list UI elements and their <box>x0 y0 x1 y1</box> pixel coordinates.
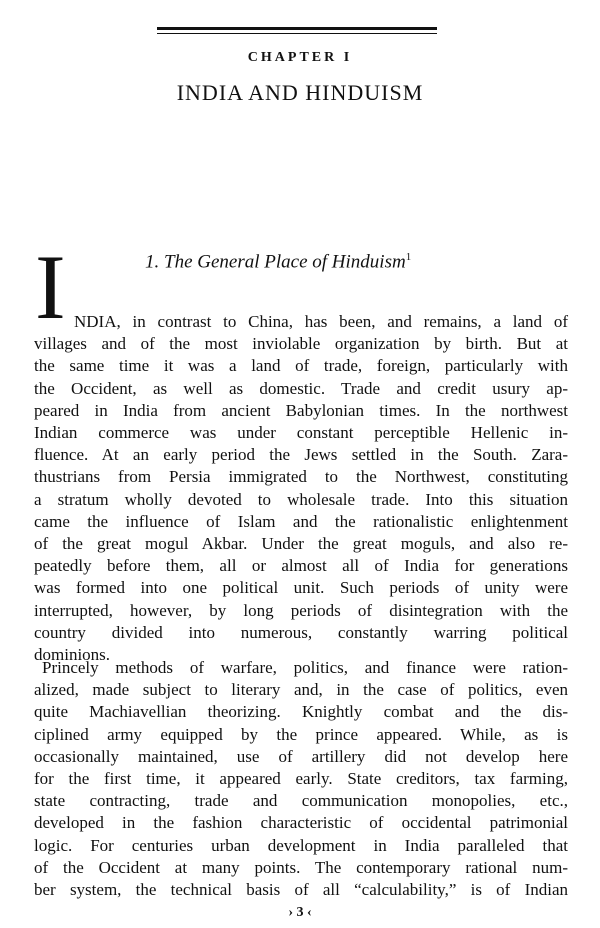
paragraph-line: thustrians from Persia immigrated to the Northwest, constituting <box>34 467 568 487</box>
paragraph-1 <box>34 311 568 666</box>
paragraph-line: occasionally maintained, use of artillery did not develop here <box>34 746 568 766</box>
paragraph-line: logic. For centuries urban development in India paralleled that <box>34 835 568 855</box>
paragraph-line: a stratum wholly devoted to wholesale trade. Into this situation <box>34 489 568 509</box>
paragraph-line: of the Occident at many points. The contemporary rational num- <box>34 857 568 877</box>
paragraph-line: villages and of the most inviolable organization by birth. But at <box>34 334 568 354</box>
paragraph-line: of the great mogul Akbar. Under the great moguls, and also re- <box>34 534 568 554</box>
header-rule-thick <box>157 27 437 30</box>
paragraph-line: quite Machiavellian theorizing. Knightly combat and the dis- <box>34 702 568 722</box>
paragraph-line <box>34 311 568 333</box>
chapter-title: INDIA AND HINDUISM <box>176 80 424 105</box>
paragraph-line: fluence. At an early period the Jews settled in the South. Zara- <box>34 445 568 465</box>
paragraph-line: ber system, the technical basis of all “calculability,” is of Indian <box>34 880 568 900</box>
header-rule-thin <box>157 33 437 34</box>
paragraph-line: peared in India from ancient Babylonian times. In the northwest <box>34 400 568 420</box>
first-line-text: , in contrast to China, has been, and remains, a land of <box>116 312 568 331</box>
footnote-mark: 1 <box>405 251 412 263</box>
chapter-label: CHAPTER I <box>247 50 353 65</box>
paragraph-line: country divided into numerous, constantly warring political <box>34 622 568 642</box>
paragraph-line: alized, made subject to literary and, in the case of politics, even <box>34 680 568 700</box>
first-word-smallcaps: NDIA <box>74 312 117 331</box>
paragraph-line: Indian commerce was under constant perceptible Hellenic in- <box>34 423 568 443</box>
paragraph-line: state contracting, trade and communication monopolies, etc., <box>34 791 568 811</box>
paragraph-line: dominions. <box>34 645 111 665</box>
paragraph-line: ciplined army equipped by the prince appeared. While, as is <box>34 724 568 744</box>
paragraph-2 <box>34 657 568 901</box>
paragraph-line: the same time it was a land of trade, foreign, particularly with <box>34 356 568 376</box>
section-title-text: 1. The General Place of Hinduism <box>145 251 406 273</box>
paragraph-line: for the first time, it appeared early. State creditors, tax farming, <box>34 769 568 789</box>
paragraph-line: came the influence of Islam and the rationalistic enlightenment <box>34 511 568 531</box>
paragraph-line: interrupted, however, by long periods of disintegration with the <box>34 600 568 620</box>
section-title <box>145 251 411 273</box>
page-number: › 3 ‹ <box>288 905 312 920</box>
paragraph-line: Princely methods of warfare, politics, and finance were ration- <box>42 658 568 677</box>
paragraph-line: the Occident, as well as domestic. Trade and credit usury ap- <box>34 378 568 398</box>
drop-cap: I <box>35 236 66 338</box>
paragraph-line: developed in the fashion characteristic of occidental patrimonial <box>34 813 568 833</box>
paragraph-line: was formed into one political unit. Such periods of unity were <box>34 578 568 598</box>
paragraph-line: peatedly before them, all or almost all of India for generations <box>34 556 568 576</box>
